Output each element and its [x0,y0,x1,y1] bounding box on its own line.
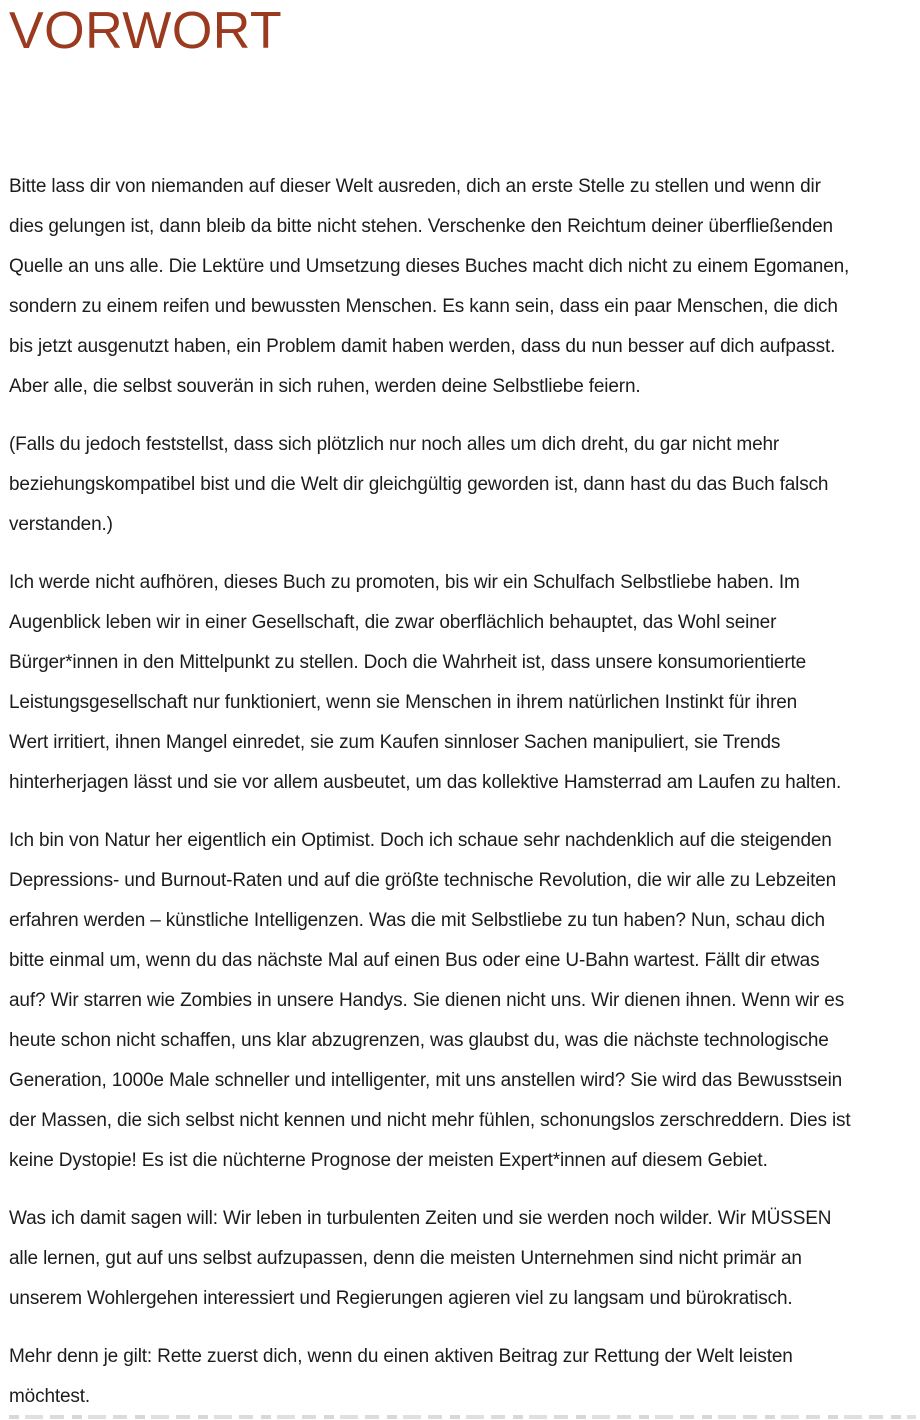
text-line: dies gelungen ist, dann bleib da bitte nicht stehen. Verschenke den Reichtum deiner überfließenden [9,216,833,237]
text-line: erfahren werden – künstliche Intelligenzen. Was die mit Selbstliebe zu tun haben? Nun, schau dich [9,910,825,931]
text-line: Quelle an uns alle. Die Lektüre und Umsetzung dieses Buches macht dich nicht zu einem Egomanen, [9,256,850,277]
text-line: Wert irritiert, ihnen Mangel einredet, sie zum Kaufen sinnloser Sachen manipuliert, sie Trends [9,732,781,753]
text-line: (Falls du jedoch feststellst, dass sich plötzlich nur noch alles um dich dreht, du gar nicht mehr [9,434,780,455]
text-line: Bitte lass dir von niemanden auf dieser Welt ausreden, dich an erste Stelle zu stellen und wenn dir [9,176,821,197]
text-line: bis jetzt ausgenutzt haben, ein Problem damit haben werden, dass du nun besser auf dich aufpasst. [9,336,836,357]
text-line: sondern zu einem reifen und bewussten Menschen. Es kann sein, dass ein paar Menschen, die dich [9,296,838,317]
paragraph [9,821,920,1181]
text-line: verstanden.) [9,514,113,535]
paragraph [9,1337,920,1417]
text-line: der Massen, die sich selbst nicht kennen und nicht mehr fühlen, schonungslos zerschreddern. Dies ist [9,1110,851,1131]
text-line: Generation, 1000e Male schneller und intelligenter, mit uns anstellen wird? Sie wird das Bewusstsein [9,1070,843,1091]
next-line-cut-off [9,1415,916,1419]
preface-body [9,167,920,1420]
paragraph [9,167,920,407]
text-line: auf? Wir starren wie Zombies in unsere Handys. Sie dienen nicht uns. Wir dienen ihnen. Wenn wir es [9,990,845,1011]
text-line: möchtest. [9,1386,91,1407]
paragraph [9,425,920,545]
text-line: bitte einmal um, wenn du das nächste Mal auf einen Bus oder eine U-Bahn wartest. Fällt dir etwas [9,950,820,971]
text-line: Augenblick leben wir in einer Gesellschaft, die zwar oberflächlich behauptet, das Wohl seiner [9,612,777,633]
text-line: hinterherjagen lässt und sie vor allem ausbeutet, um das kollektive Hamsterrad am Laufen zu halten. [9,772,842,793]
text-line: Ich werde nicht aufhören, dieses Buch zu promoten, bis wir ein Schulfach Selbstliebe haben. Im [9,572,800,593]
text-line: Bürger*innen in den Mittelpunkt zu stellen. Doch die Wahrheit ist, dass unsere konsumorientierte [9,652,807,673]
text-line: Aber alle, die selbst souverän in sich ruhen, werden deine Selbstliebe feiern. [9,376,641,397]
text-line: alle lernen, gut auf uns selbst aufzupassen, denn die meisten Unternehmen sind nicht primär an [9,1248,802,1269]
text-line: Ich bin von Natur her eigentlich ein Optimist. Doch ich schaue sehr nachdenklich auf die steigenden [9,830,832,851]
text-line: Was ich damit sagen will: Wir leben in turbulenten Zeiten und sie werden noch wilder. Wir MÜSSEN [9,1208,832,1229]
text-line: Mehr denn je gilt: Rette zuerst dich, wenn du einen aktiven Beitrag zur Rettung der Welt leisten [9,1346,793,1367]
text-line: unserem Wohlergehen interessiert und Regierungen agieren viel zu langsam und bürokratisch. [9,1288,793,1309]
text-line: Depressions- und Burnout-Raten und auf die größte technische Revolution, die wir alle zu Lebzeiten [9,870,837,891]
page-title: VORWORT [9,2,283,60]
text-line: beziehungskompatibel bist und die Welt dir gleichgültig geworden ist, dann hast du das Buch falsch [9,474,829,495]
text-line: keine Dystopie! Es ist die nüchterne Prognose der meisten Expert*innen auf diesem Gebiet. [9,1150,768,1171]
paragraph [9,1199,920,1319]
text-line: heute schon nicht schaffen, uns klar abzugrenzen, was glaubst du, was die nächste technologische [9,1030,829,1051]
text-line: Leistungsgesellschaft nur funktioniert, wenn sie Menschen in ihrem natürlichen Instinkt für ihren [9,692,798,713]
paragraph [9,563,920,803]
